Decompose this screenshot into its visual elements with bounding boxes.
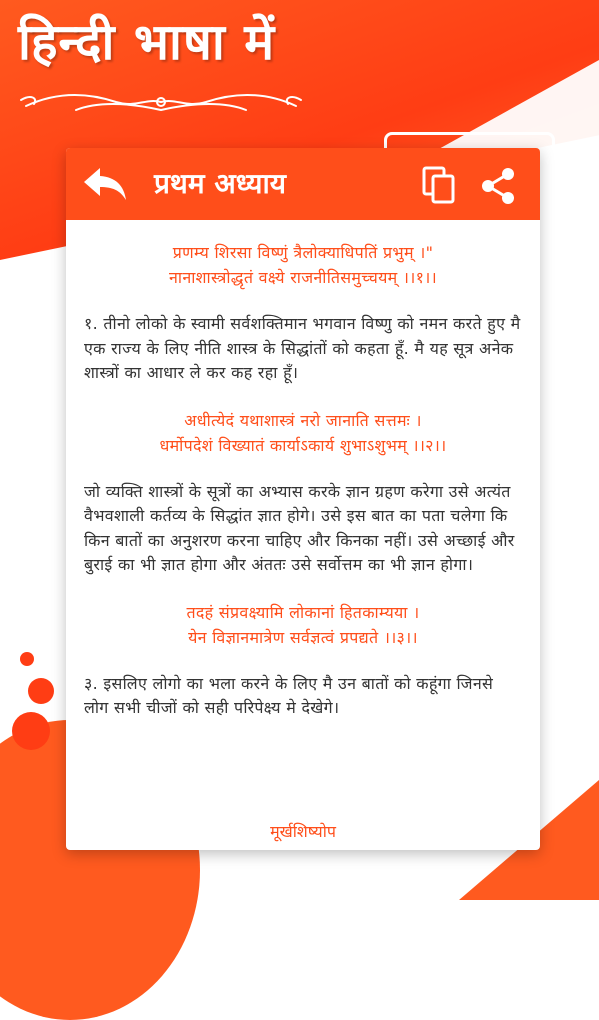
share-button[interactable] (478, 166, 518, 206)
sloka-line: धर्मोपदेशं विख्यातं कार्याऽकार्य शुभाऽशुभम् ।।२।। (159, 435, 447, 455)
sloka-line: नानाशास्त्रोद्धृतं वक्ष्ये राजनीतिसमुच्चयम् ।।१।। (169, 268, 437, 287)
sloka-2 (84, 408, 522, 458)
sloka-line: येन विज्ञानमात्रेण सर्वज्ञत्वं प्रपद्यते ।।३।। (188, 627, 418, 647)
back-button[interactable] (80, 162, 128, 206)
decorative-dot (12, 712, 50, 750)
chapter-toolbar (66, 148, 540, 220)
meaning-2: जो व्यक्ति शास्त्रों के सूत्रों का अभ्यास करके ज्ञान ग्रहण करेगा उसे अत्यंत वैभवशाली कर्तव्य के सिद्धांत ज्ञात होगे। उसे इस बात का पता चलेगा कि किन बातों का अनुशरण करना चाहिए और किनका नहीं। उसे अच्छाई और बुराई का भी ज्ञात होगा और अंततः उसे सर्वोत्तम का भी ज्ञान होगा। (84, 481, 515, 574)
decorative-dot (20, 652, 34, 666)
sloka-line: प्रणम्य शिरसा विष्णुं त्रैलोक्याधिपतिं प्रभुम् ।" (172, 243, 434, 262)
chapter-title: प्रथम अध्याय (154, 167, 286, 200)
sloka-3 (84, 600, 522, 650)
copy-button[interactable] (422, 166, 456, 204)
chapter-card (66, 148, 540, 850)
share-icon (478, 166, 518, 206)
back-arrow-icon (80, 162, 128, 206)
app-title: हिन्दी भाषा में (18, 13, 276, 71)
sloka-line: अधीत्येदं यथाशास्त्रं नरो जानाति सत्तमः । (184, 410, 422, 430)
sloka-1 (84, 240, 522, 290)
copy-icon (422, 166, 456, 204)
sloka-line: तदहं संप्रवक्ष्यामि लोकानां हितकाम्यया । (186, 602, 420, 622)
next-section-label: मूर्खशिष्योप (270, 822, 336, 841)
meaning-3: ३. इसलिए लोगो का भला करने के लिए मै उन बातों को कहूंगा जिनसे लोग सभी चीजों को सही परिपेक्ष्य मे देखेगे। (84, 673, 494, 717)
flourish-ornament-icon (16, 88, 306, 118)
chapter-content (66, 220, 540, 721)
decorative-dot (28, 678, 54, 704)
meaning-1: १. तीनो लोको के स्वामी सर्वशक्तिमान भगवान विष्णु को नमन करते हुए मै एक राज्य के लिए नीति शास्त्र के सिद्धांतों को कहता हूँ. मै यह सूत्र अनेक शास्त्रों का आधार ले कर कह रहा हूँ। (84, 314, 521, 382)
